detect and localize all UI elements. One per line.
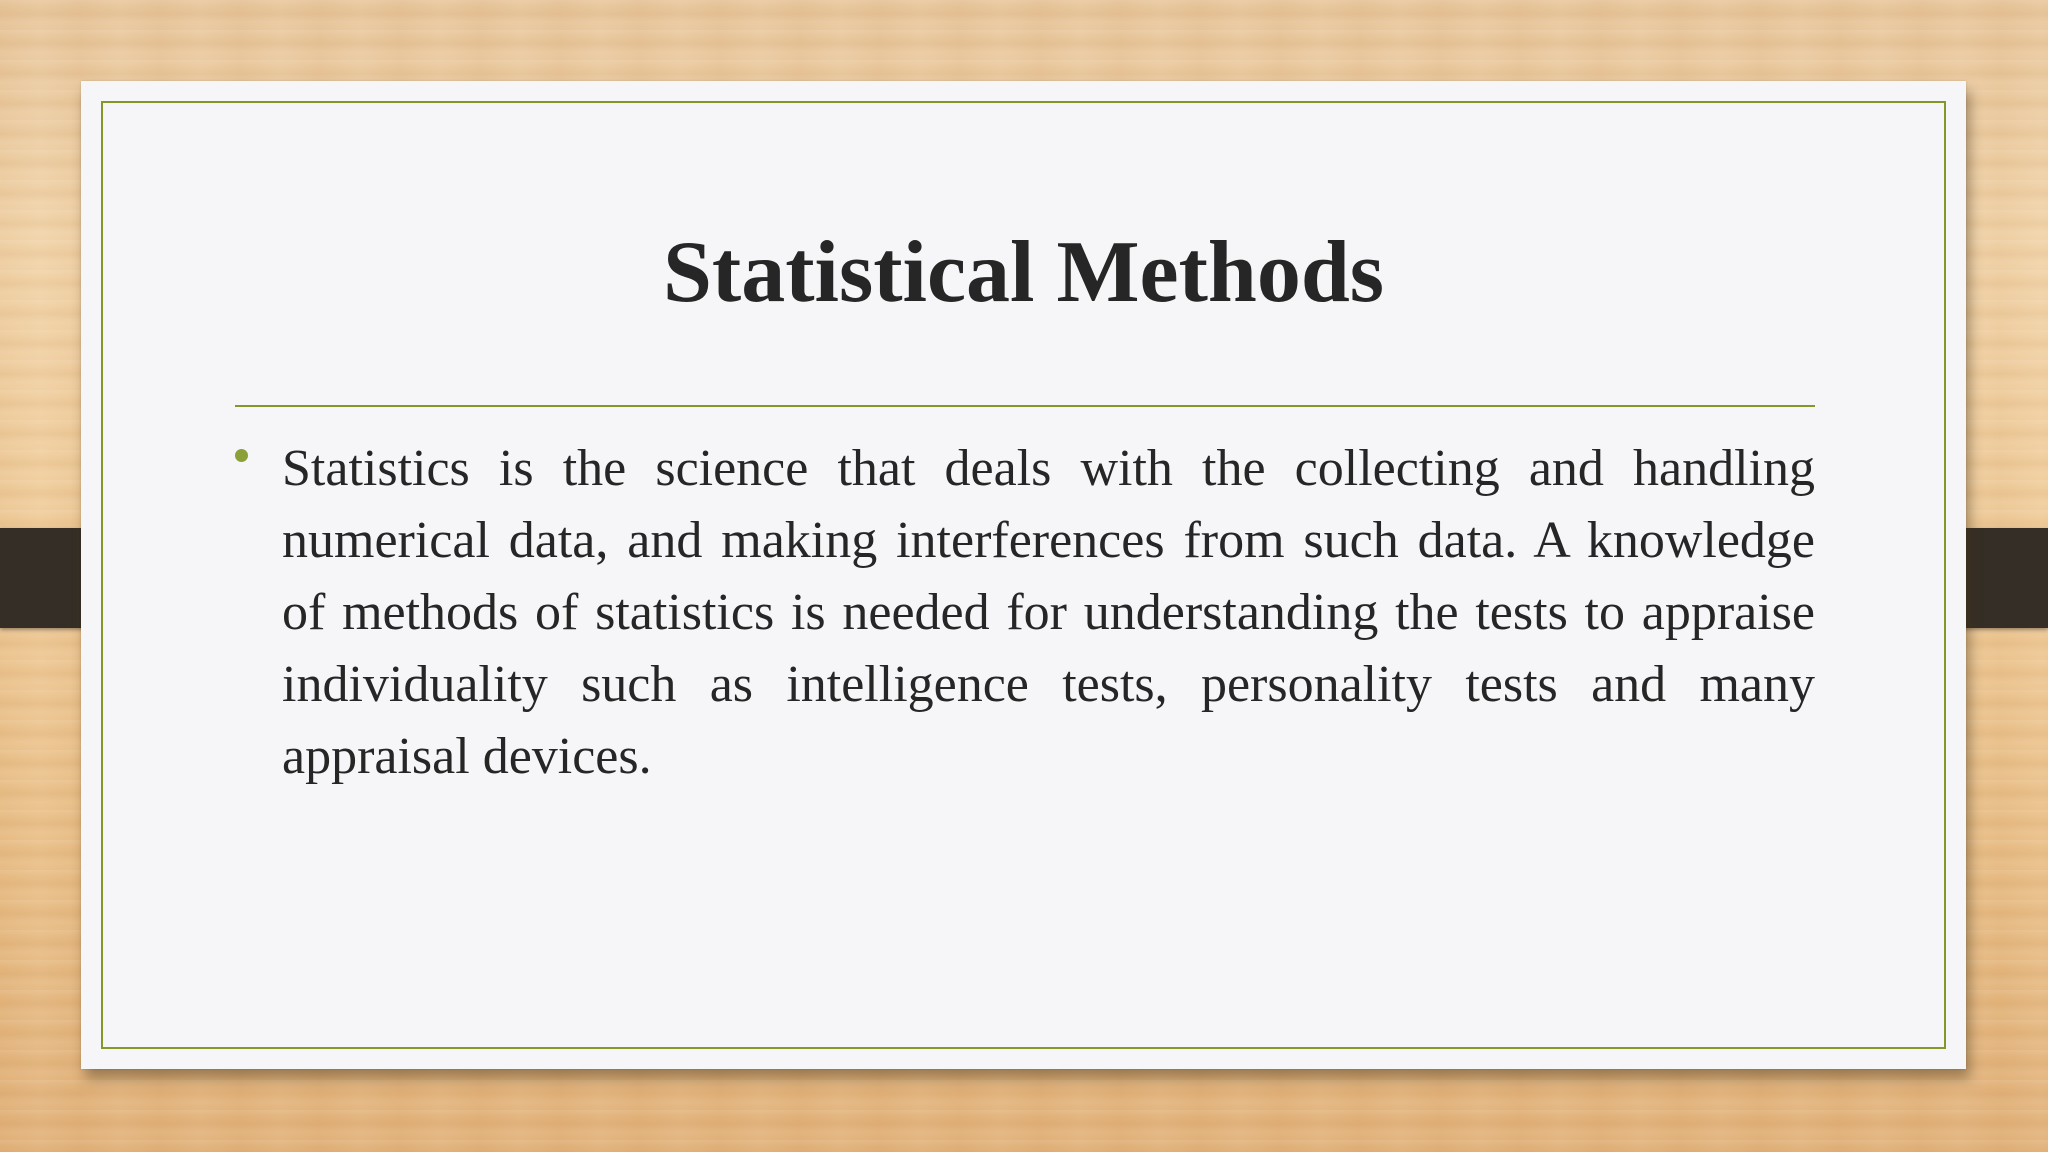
slide-card — [81, 81, 1966, 1069]
bullet-text: Statistics is the science that deals with the collecting and handling numerical data, and making interferences from such data. A knowledge of methods of statistics is needed for understanding the tests to appraise individuality such as intelligence tests, personality tests and many appraisal devices. — [282, 440, 1815, 785]
slide-title: Statistical Methods — [662, 224, 1385, 321]
title-divider — [235, 405, 1815, 407]
bullet-dot-icon — [235, 449, 248, 462]
